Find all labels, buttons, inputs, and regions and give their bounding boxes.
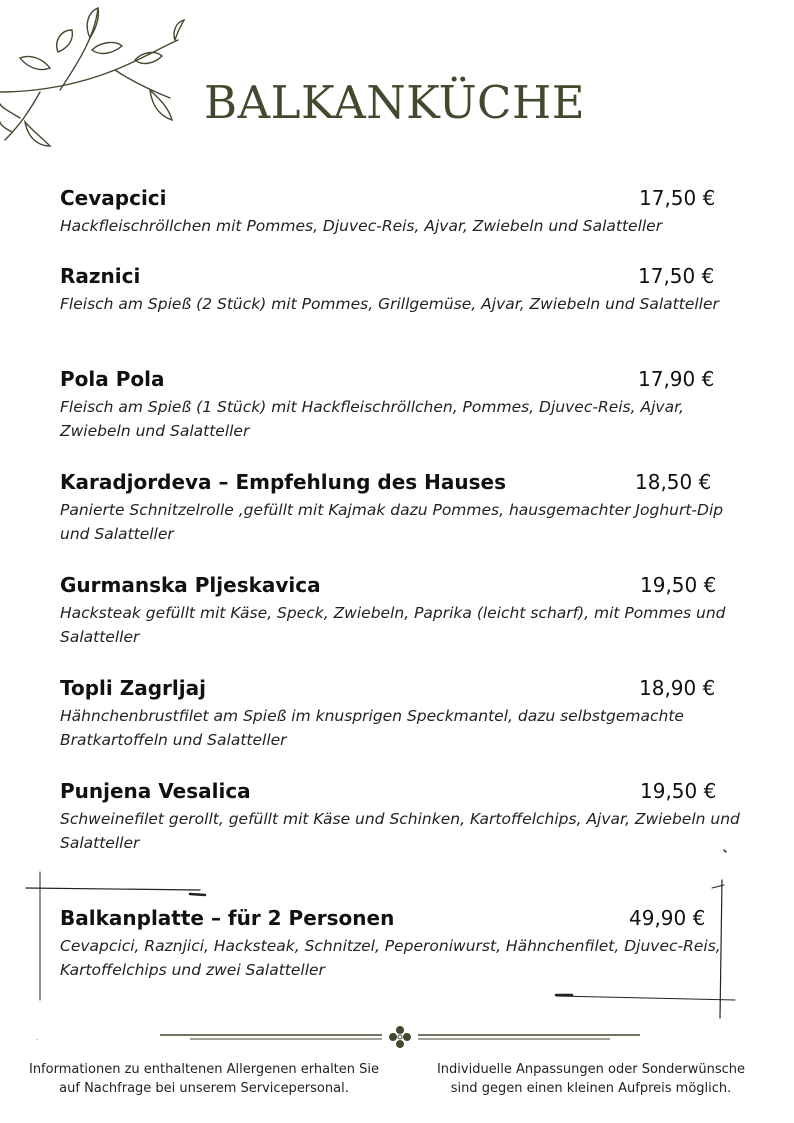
menu-item [60, 186, 740, 238]
item-description: Hacksteak gefüllt mit Käse, Speck, Zwiebeln, Paprika (leicht scharf), mit Pommes und Salatteller [60, 604, 726, 646]
ornament-icon [160, 1022, 640, 1052]
item-description: Hackfleischröllchen mit Pommes, Djuvec-Reis, Ajvar, Zwiebeln und Salatteller [60, 217, 663, 235]
menu-item [60, 367, 740, 443]
item-name: Cevapcici [60, 186, 167, 210]
item-description: Cevapcici, Raznjici, Hacksteak, Schnitzel, Peperoniwurst, Hähnchenfilet, Djuvec-Reis, Kartoffelchips und zwei Salatteller [60, 937, 721, 979]
item-name: Pola Pola [60, 367, 165, 391]
item-description: Fleisch am Spieß (1 Stück) mit Hackfleischröllchen, Pommes, Djuvec-Reis, Ajvar, Zwiebeln und Salatteller [60, 398, 684, 440]
item-description: Schweinefilet gerollt, gefüllt mit Käse und Schinken, Kartoffelchips, Ajvar, Zwiebeln und Salatteller [60, 810, 740, 852]
olive-branch-icon [0, 0, 185, 160]
item-name: Topli Zagrljaj [60, 676, 206, 700]
item-price: 19,50 € [640, 573, 717, 597]
item-price: 49,90 € [629, 906, 706, 930]
item-price: 19,50 € [640, 779, 717, 803]
menu-title: BALKANKÜCHE [204, 76, 586, 129]
item-price: 17,90 € [638, 367, 715, 391]
special-item [60, 906, 740, 982]
custom-request-note: Individuelle Anpassungen oder Sonderwünsche sind gegen einen kleinen Aufpreis möglich. [436, 1062, 746, 1096]
menu-item [60, 676, 740, 752]
item-name: Balkanplatte – für 2 Personen [60, 906, 395, 930]
menu-item [60, 264, 740, 316]
item-price: 18,50 € [635, 470, 712, 494]
item-price: 17,50 € [638, 264, 715, 288]
item-name: Punjena Vesalica [60, 779, 251, 803]
allergen-note: Informationen zu enthaltenen Allergenen erhalten Sie auf Nachfrage bei unserem Servicepersonal. [28, 1062, 380, 1096]
item-description: Panierte Schnitzelrolle ,gefüllt mit Kajmak dazu Pommes, hausgemachter Joghurt-Dip und Salatteller [60, 501, 724, 543]
item-description: Hähnchenbrustfilet am Spieß im knusprigen Speckmantel, dazu selbstgemachte Bratkartoffeln und Salatteller [60, 707, 684, 749]
menu-item [60, 573, 740, 649]
item-name: Karadjordeva – Empfehlung des Hauses [60, 470, 506, 494]
item-price: 17,50 € [639, 186, 716, 210]
item-name: Gurmanska Pljeskavica [60, 573, 321, 597]
menu-item [60, 470, 740, 546]
item-description: Fleisch am Spieß (2 Stück) mit Pommes, Grillgemüse, Ajvar, Zwiebeln und Salatteller [60, 295, 719, 313]
item-price: 18,90 € [639, 676, 716, 700]
item-name: Raznici [60, 264, 141, 288]
